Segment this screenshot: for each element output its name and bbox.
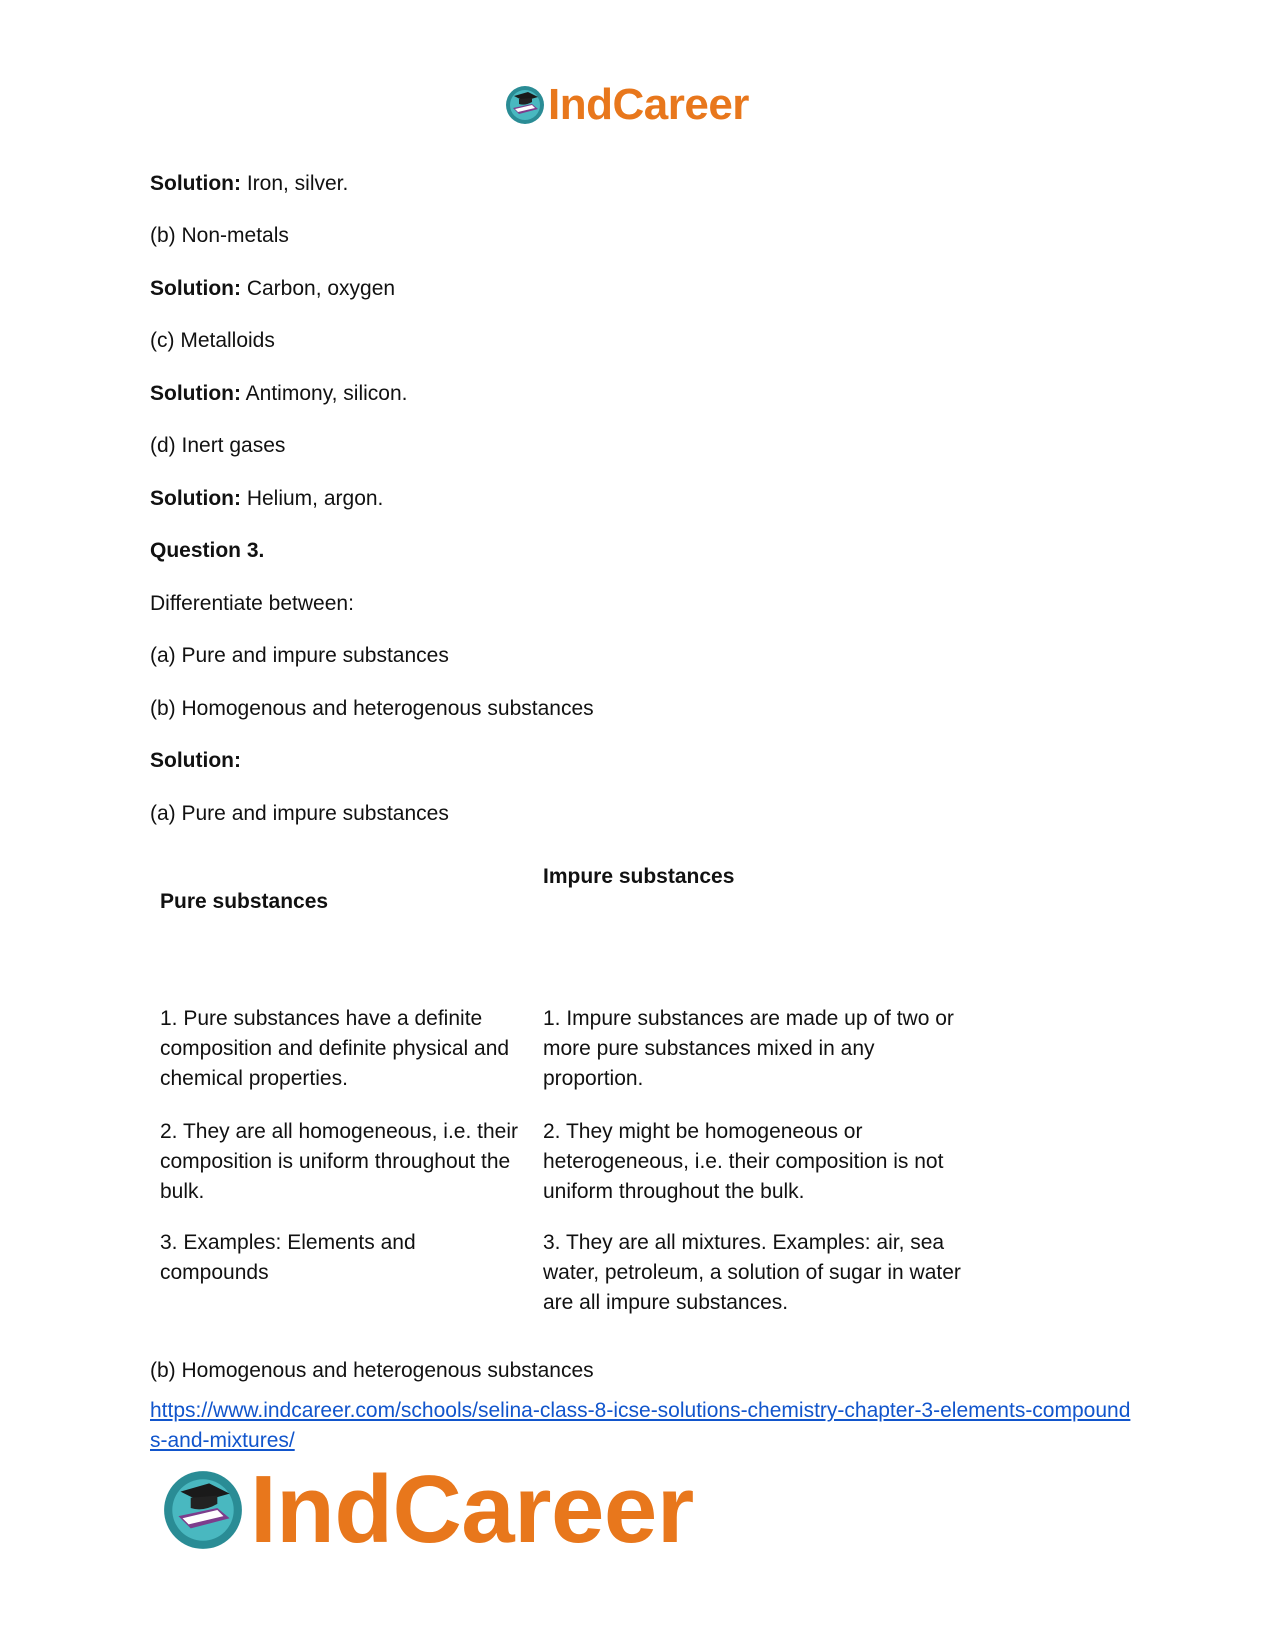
solution-text: Carbon, oxygen [240, 277, 396, 300]
answer-metals [150, 170, 348, 198]
subquestion-c: (c) Metalloids [150, 329, 275, 352]
graduation-book-icon [160, 1467, 246, 1553]
solution-part-b: (b) Homogenous and heterogenous substances [150, 1359, 594, 1382]
subquestion-d: (d) Inert gases [150, 434, 286, 457]
question-text: Differentiate between: [150, 592, 354, 615]
table-cell: 2. They are all homogeneous, i.e. their composition is uniform throughout the bulk. [160, 1120, 518, 1203]
brand-name: IndCareer [548, 80, 749, 129]
brand-name: IndCareer [250, 1456, 694, 1563]
solution-heading: Solution: [150, 749, 241, 772]
answer-metalloids [150, 380, 408, 408]
footer-logo [160, 1456, 694, 1563]
solution-label: Solution: [150, 277, 241, 300]
table-cell: 3. They are all mixtures. Examples: air, sea water, petroleum, a solution of sugar in water are all impure substances. [543, 1231, 961, 1314]
question-part-b: (b) Homogenous and heterogenous substances [150, 697, 594, 720]
solution-label: Solution: [150, 172, 241, 195]
source-link[interactable]: https://www.indcareer.com/schools/selina-class-8-icse-solutions-chemistry-chapter-3-elements-compounds-and-mixtures/ [150, 1399, 1131, 1452]
table-cell: 1. Pure substances have a definite composition and definite physical and chemical properties. [160, 1007, 510, 1090]
answer-inert-gases [150, 485, 383, 513]
table-header-pure: Pure substances [160, 890, 329, 913]
solution-label: Solution: [150, 382, 241, 405]
table-cell: 2. They might be homogeneous or heterogeneous, i.e. their composition is not uniform throughout the bulk. [543, 1120, 944, 1203]
table-header-impure: Impure substances [543, 865, 735, 888]
header-logo [504, 80, 749, 130]
solution-text: Antimony, silicon. [240, 382, 408, 405]
question-heading: Question 3. [150, 539, 265, 562]
table-cell: 1. Impure substances are made up of two or more pure substances mixed in any proportion. [543, 1007, 954, 1090]
solution-text: Iron, silver. [240, 172, 349, 195]
solution-label: Solution: [150, 487, 241, 510]
table-cell: 3. Examples: Elements and compounds [160, 1231, 416, 1284]
solution-text: Helium, argon. [240, 487, 384, 510]
answer-non-metals [150, 275, 395, 303]
subquestion-b: (b) Non-metals [150, 224, 289, 247]
solution-part-a: (a) Pure and impure substances [150, 802, 449, 825]
graduation-book-icon [504, 84, 546, 126]
question-part-a: (a) Pure and impure substances [150, 644, 449, 667]
